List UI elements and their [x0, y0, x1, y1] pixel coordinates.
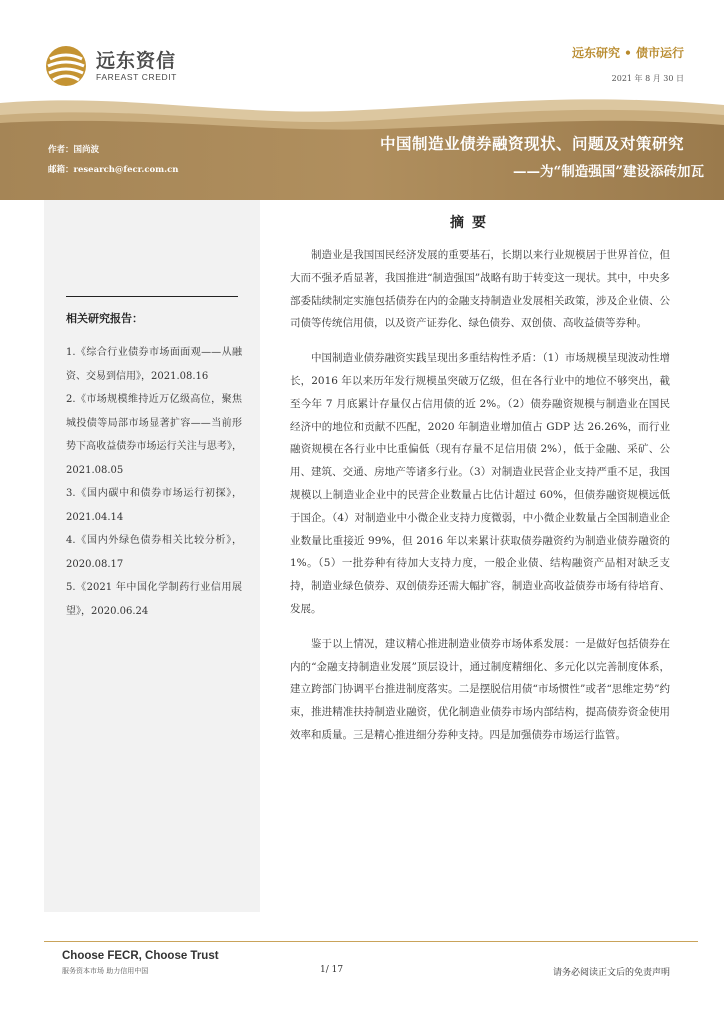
related-reports-list [66, 341, 242, 623]
related-report-item[interactable]: 3.《国内碳中和债券市场运行初探》，2021.04.14 [66, 488, 242, 523]
report-date: 2021 年 8 月 30 日 [611, 74, 684, 83]
related-reports-heading: 相关研究报告： [66, 312, 143, 325]
abstract-paragraph: 鉴于以上情况，建议精心推进制造业债券市场体系发展：一是做好包括债券在内的“金融支持制造业发展”顶层设计，通过制度精细化、多元化以完善制度体系，建立跨部门协调平台推进制度落实。二是摆脱信用债“市场惯性”或者“思维定势”约束，推进精准扶持制造业融资，优化制造业债券市场内部结构，提高债券资金使用效率和质量。三是精心推进细分券种支持。四是加强债券市场运行监管。 [290, 637, 670, 741]
author-email[interactable]: 邮箱：research@fecr.com.cn [48, 165, 179, 175]
abstract-paragraph: 中国制造业债券融资实践呈现出多重结构性矛盾：（1）市场规模呈现波动性增长，2016 年以来历年发行规模虽突破万亿级，但在各行业中的地位不够突出，截至今年 7 月底累计存量仅占信用债的近 2%。（2）债券融资规模与制造业在国民经济中的地位和贡献不匹配，2020 年制造业增加值占 GDP 达 26.26%，而行业融资规模在各行业中比重偏低（现有存量不足信用债 2%），低于金融、采矿、公用、建筑、交通、房地产等诸多行业。（3）对制造业民营企业支持严重不足，我国规模以上制造业企业中的民营企业数量占比估计超过 60%，但债券融资规模远低于国企。（4）对制造业中小微企业支持力度微弱，中小微企业数量占全国制造业企业数量比重接近 99%，但 2016 年以来累计获取债券融资约为制造业债券融资的 1%。（5）一批券种有待加大支持力度，一般企业债、结构融资产品相对缺乏支持，制造业绿色债券、双创债券还需大幅扩容，制造业高收益债券市场有待培育、发展。 [290, 352, 670, 615]
disclaimer-note: 请务必阅读正文后的免责声明 [552, 968, 670, 978]
page-number: 1/ 17 [320, 965, 344, 975]
report-subtitle: ——为“制造强国”建设添砖加瓦 [512, 164, 704, 180]
abstract-body [290, 244, 670, 747]
related-reports-sidebar [44, 200, 260, 912]
logo-english-name: FAREAST CREDIT [96, 71, 177, 82]
footer-divider [44, 941, 698, 942]
related-report-item[interactable]: 4.《国内外绿色债券相关比较分析》，2020.08.17 [66, 535, 242, 570]
fareast-logo-icon [44, 44, 88, 88]
footer-tagline: 服务资本市场 助力信用中国 [62, 967, 149, 975]
related-report-item[interactable]: 1.《综合行业债券市场面面观——从融资、交易到信用》，2021.08.16 [66, 347, 242, 382]
related-report-item[interactable]: 2.《市场规模维持近万亿级高位，聚焦城投债等局部市场显著扩容——当前形势下高收益债券市场运行关注与思考》，2021.08.05 [66, 394, 242, 476]
report-title: 中国制造业债券融资现状、问题及对策研究 [379, 134, 684, 153]
abstract-paragraph: 制造业是我国国民经济发展的重要基石，长期以来行业规模居于世界首位，但大而不强矛盾显著，我国推进“制造强国”战略有助于转变这一现状。其中，中央多部委陆续制定实施包括债券在内的金融支持制造业发展相关政策，涉及企业债、公司债等传统信用债，以及资产证券化、绿色债券、双创债、高收益债等券种。 [290, 249, 670, 330]
abstract-heading: 摘要 [450, 215, 494, 231]
sidebar-divider [66, 296, 238, 297]
footer-slogan: Choose FECR, Choose Trust [62, 950, 219, 962]
author: 作者：国尚波 [48, 145, 100, 155]
company-logo [44, 44, 177, 88]
report-series: 远东研究 • 债市运行 [571, 46, 684, 60]
related-report-item[interactable]: 5.《2021 年中国化学制药行业信用展望》，2020.06.24 [66, 582, 242, 617]
logo-chinese-name: 远东资信 [96, 49, 177, 72]
